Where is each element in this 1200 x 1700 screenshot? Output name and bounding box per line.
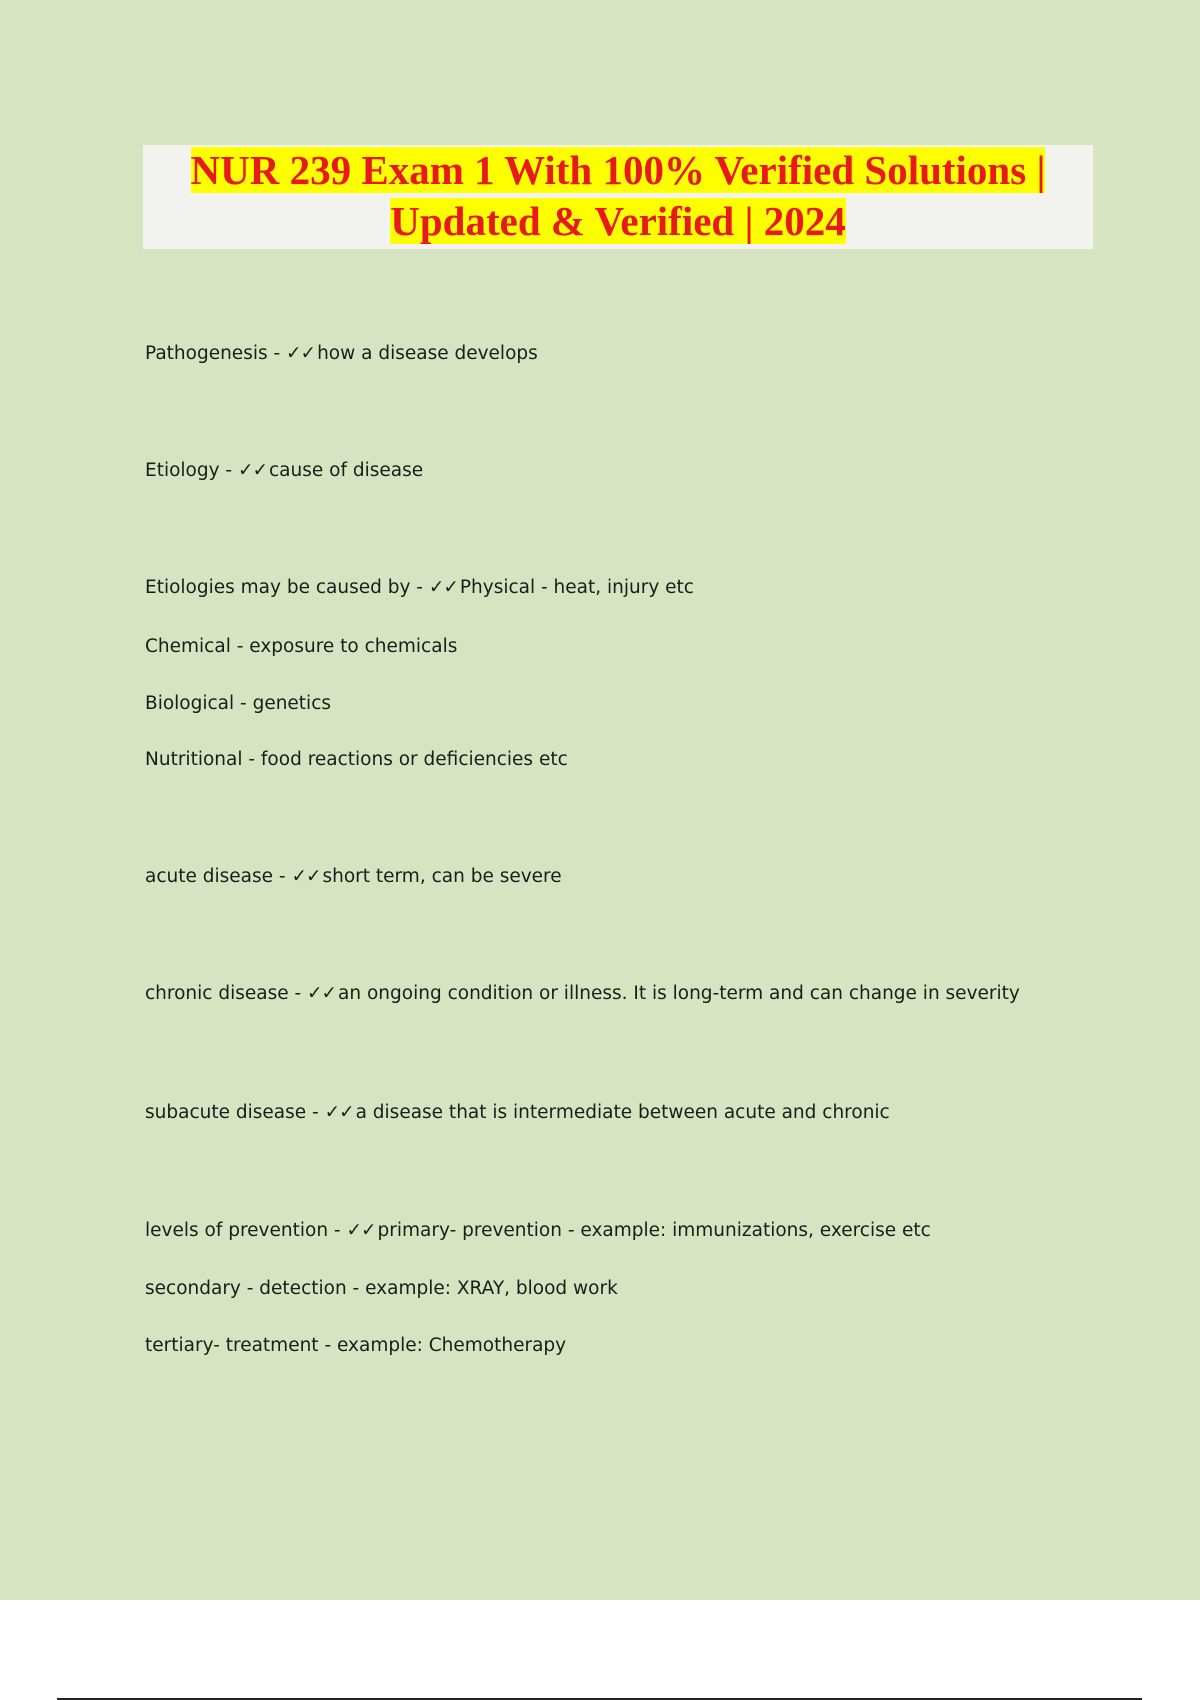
double-check-icon: ✓✓ [238,460,268,481]
entry-levels-of-prevention [145,1219,931,1243]
entry-subacute-disease [145,1101,890,1125]
entry-term: Etiologies may be caused by - [145,577,429,598]
entry-answer: Physical - heat, injury etc [459,577,694,598]
entry-chronic-disease [145,982,1020,1006]
entry-term: Pathogenesis - [145,343,287,364]
entry-etiologies [145,576,694,600]
double-check-icon: ✓✓ [346,1220,376,1241]
entry-acute-disease [145,865,562,889]
double-check-icon: ✓✓ [324,1102,354,1123]
entry-continuation-line: Biological - genetics [145,693,332,714]
title-line-2: Updated & Verified | 2024 [390,198,846,244]
double-check-icon: ✓✓ [286,343,316,364]
entry-term: subacute disease - [145,1102,325,1123]
title-line-1: NUR 239 Exam 1 With 100% Verified Solutions | [190,147,1046,193]
entry-term: levels of prevention - [145,1220,347,1241]
entry-answer: a disease that is intermediate between acute and chronic [355,1102,890,1123]
entry-answer: short term, can be severe [322,866,562,887]
entry-continuation-line: Chemical - exposure to chemicals [145,636,458,657]
entry-continuation-line: Nutritional - food reactions or deficiencies etc [145,749,568,770]
entry-pathogenesis [145,342,538,366]
entry-answer: an ongoing condition or illness. It is long-term and can change in severity [338,983,1020,1004]
double-check-icon: ✓✓ [291,866,321,887]
document-title [143,145,1093,247]
entry-term: chronic disease - [145,983,308,1004]
double-check-icon: ✓✓ [307,983,337,1004]
double-check-icon: ✓✓ [428,577,458,598]
entry-continuation-line: secondary - detection - example: XRAY, blood work [145,1278,618,1299]
entry-answer: cause of disease [269,460,424,481]
entry-etiology [145,459,423,483]
entry-answer: how a disease develops [317,343,538,364]
entry-term: Etiology - [145,460,238,481]
entry-answer: primary- prevention - example: immunizations, exercise etc [377,1220,931,1241]
entry-continuation-line: tertiary- treatment - example: Chemotherapy [145,1335,567,1356]
entry-term: acute disease - [145,866,292,887]
